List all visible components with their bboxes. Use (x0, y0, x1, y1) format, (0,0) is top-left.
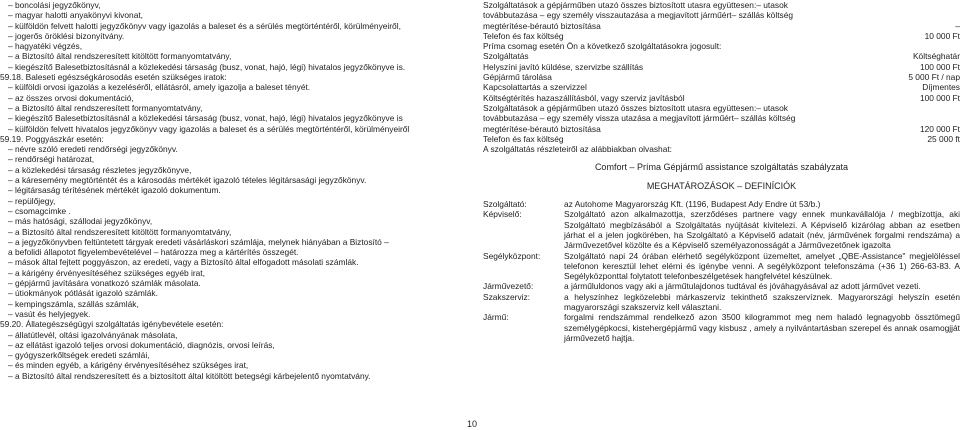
definition-item (483, 251, 960, 282)
left-line: 59.20. Állategészségügyi szolgáltatás igénybevétele esetén: (0, 319, 224, 330)
cost-row: Költségtérítés hazaszállításból, vagy szerviz javításból 100 000 Ft (483, 92, 960, 103)
right-mid-line-2: továbbutazása – egy személy vissza utazása a megjavított járműért– szállás költség (483, 113, 796, 124)
left-line: – a káresemény megtörténtét és a károsodás mértékét igazoló tételes légitársasági jegyzőkönyv. (8, 175, 367, 186)
cost-row: Helyszíni javító küldése, szervizbe szállítás 100 000 Ft (483, 61, 960, 72)
left-line: – állatútlevél, oltási igazolványának másolata, (8, 329, 178, 340)
left-line: – a Biztosító által rendszeresített kitöltött formanyomtatvány, (8, 51, 232, 62)
definition-term: Szolgáltató: (483, 199, 527, 210)
left-column (0, 0, 458, 381)
left-line: – kiegészítő Balesetbiztosításnál a közlekedési társaság (busz, vonat, hajó, légi) hivatalos jegyzőkönyve is. (8, 61, 406, 72)
left-line: – légitársaság térítésének mértékét igazoló dokumentum. (8, 185, 221, 196)
left-line: – a Biztosító által rendszeresített kitöltött formanyomtatvány, (8, 226, 232, 237)
definition-body: Szolgáltató napi 24 órában elérhető segélyközpont üzemeltet, amelyet „QBE-Assistance" megjelöléssel telefonon keresztül lehet elérni és igénybe venni. A segélyközpont telefonszáma (+36 1) 266-63-83. A Segélyközponttal folytatott telefonbeszélgetések hangfelvétel készülnek. (564, 250, 960, 282)
definition-item (483, 281, 960, 291)
left-line: – jogerős öröklési bizonyítvány. (8, 30, 125, 41)
right-mid-line-1: Szolgáltatások a gépjárműben utazó összes biztosított utasra együttesen:– utasok (483, 102, 788, 113)
definition-body: a helyszínhez legközelebbi márkaszerviz tekinthető szakszervíznek. Magyarországi helyszín esetén magyarországi szakszerviz kell választani. (564, 291, 960, 313)
definition-term: Képviselő: (483, 209, 522, 220)
left-line: – a Biztosító által rendszeresített formanyomtatvány, (8, 102, 203, 113)
cost-row: Telefon és fax költség 10 000 Ft (483, 30, 960, 41)
left-line: – névre szóló eredeti rendőrségi jegyzőkönyv. (8, 144, 178, 155)
left-line: – boncolási jegyzőkönyv, (8, 0, 101, 10)
left-line: – rendőrségi határozat, (8, 154, 95, 165)
left-line: – magyar halotti anyakönyvi kivonat, (8, 10, 144, 21)
definition-item (483, 199, 960, 209)
right-top-line-2: továbbutazása – egy személy visszautazása a megjavított járműért– szállás költség (483, 10, 794, 21)
left-line: – külföldön felvett halotti jegyzőkönyv vagy igazolás a baleset és a sérülés megtörténtéről, körülményeiről, (8, 20, 401, 31)
definition-body: forgalmi rendszámmal rendelkező azon 3500 kilogrammot meg nem haladó legnagyobb össztömegű személygépkocsi, kistehergépjármű vagy kisbusz , amely a nyilvántartásban szerepel és annak osamogjját járművezető hajtja. (564, 312, 960, 343)
definition-item (483, 209, 960, 250)
cost-row: Kapcsolattartás a szervizzel Díjmentes (483, 82, 960, 93)
definition-term: Szakszerviz: (483, 291, 531, 302)
left-line: – külföldi orvosi igazolás a kezeléséről, ellátásról, amely igazolja a baleset tényét. (8, 82, 311, 93)
left-line: 59.18. Baleseti egészségkárosodás esetén szükséges iratok: (0, 72, 227, 83)
left-line: – a kárigény érvényesítéséhez szükséges egyéb irat, (8, 267, 205, 278)
prima-heading: Príma csomag esetén Ön a következő szolgáltatásokra jogosult: (483, 41, 722, 52)
definitions-title: MEGHATÁROZÁSOK – DEFINÍCIÓK (646, 180, 797, 191)
definition-body: Szolgáltató azon alkalmazottja, szerződéses partnere vagy ennek munkavállalója / megbízottja, aki Szolgáltató megbízásából a Szolgáltatás nyújtását kivitelezi. A Képviselő kizárólag abban az esetben járhat el a jelen jogkörében, ha Szolgáltató a Képviselő adatait (név, járművének forgalmi rendszáma) a Járművezetővel közölte és a Képviselő személyazonosságát a Járművezetőnek igazolta (564, 209, 960, 251)
left-line: – hagyatéki végzés, (8, 41, 83, 52)
left-line: – a közlekedési társaság részletes jegyzőkönyve, (8, 164, 192, 175)
cost-row: megtérítése-bérautó biztosítása 120 000 Ft (483, 123, 960, 134)
definition-item (483, 312, 960, 343)
details-note: A szolgáltatás részleteiről az alábbiakban olvashat: (483, 144, 673, 155)
left-line: – gyógyszerkőltségek eredeti számlái, (8, 350, 150, 361)
right-top-line-1: Szolgáltatások a gépjárműben utazó összes biztosított utasra együttesen:– utasok (483, 0, 788, 10)
definition-term: Járművezető: (483, 281, 534, 292)
left-line: – gépjármű javítására vonatkozó számlák másolata. (8, 278, 201, 289)
left-line: – útiokmányok pótlását igazoló számlák. (8, 288, 158, 299)
left-line: – az ellátást igazoló teljes orvosi dokumentáció, diagnózis, orvosi leírás, (8, 339, 275, 350)
left-line: – más hatósági, szállodai jegyzőkönyv, (8, 216, 153, 227)
left-line: a befolidi állapotot figyelembevételével – határozza meg a kártérítés összegét. (8, 247, 299, 258)
definition-term: Jármű: (483, 312, 509, 323)
left-line: – külföldön felvett hivatalos jegyzőkönyv vagy igazolás a baleset és a sérülés megtörténtéről, körülményeiről (8, 123, 410, 134)
left-line: – vasút és helyjegyek. (8, 308, 91, 319)
left-line: – repülőjegy, (8, 195, 56, 206)
left-line: – és minden egyéb, a kárigény érvényesítéséhez szükséges irat, (8, 360, 249, 371)
definition-body: az Autohome Magyarország Kft. (1196, Budapest Ady Endre út 53/b.) (564, 199, 821, 210)
rules-title: Comfort – Príma Gépjármű assistance szolgáltatás szabályzata (594, 162, 849, 173)
left-line: – kempingszámla, szállás számlák, (8, 298, 139, 309)
left-line: – a Biztosító által rendszeresített és a biztosított által kitöltött betegségi kárbejelentő nyomtatvány. (8, 370, 371, 381)
left-line: – kiegészítő Balesetbiztosításnál a közlekedési társaság (busz, vonat, hajó, légi) hivatalos jegyzőkönyve is (8, 113, 403, 124)
left-line: – csomagcimke . (8, 205, 71, 216)
definitions-list (483, 199, 960, 343)
left-line: – az összes orvosi dokumentáció, (8, 92, 134, 103)
cost-row: Telefon és fax költség 25 000 ft (483, 133, 960, 144)
left-line: – mások által fejtett poggyászon, az eredeti, vagy a Biztosító által elfogadott másolati számlák. (8, 257, 359, 268)
page-number: 10 (467, 419, 478, 429)
cost-row: megtérítése-bérautó biztosítása – (483, 20, 960, 31)
definition-body: a járműluldonos vagy aki a járműtulajdonos tudtával és jóváhagyásával az adott járművet vezeti. (564, 281, 921, 292)
right-column (483, 0, 960, 343)
definition-term: Segélyközpont: (483, 250, 541, 261)
left-line: – a jegyzőkönyvben feltüntetett tárgyak eredeti vásárláskori számlája, melynek hiányában a Biztosító – (8, 236, 389, 247)
table-header: Szolgáltatás Költséghatár (483, 51, 960, 62)
left-line: 59.19. Poggyászkár esetén: (0, 133, 104, 144)
definition-item (483, 292, 960, 313)
cost-row: Gépjármű tárolása 5 000 Ft / nap (483, 72, 960, 83)
